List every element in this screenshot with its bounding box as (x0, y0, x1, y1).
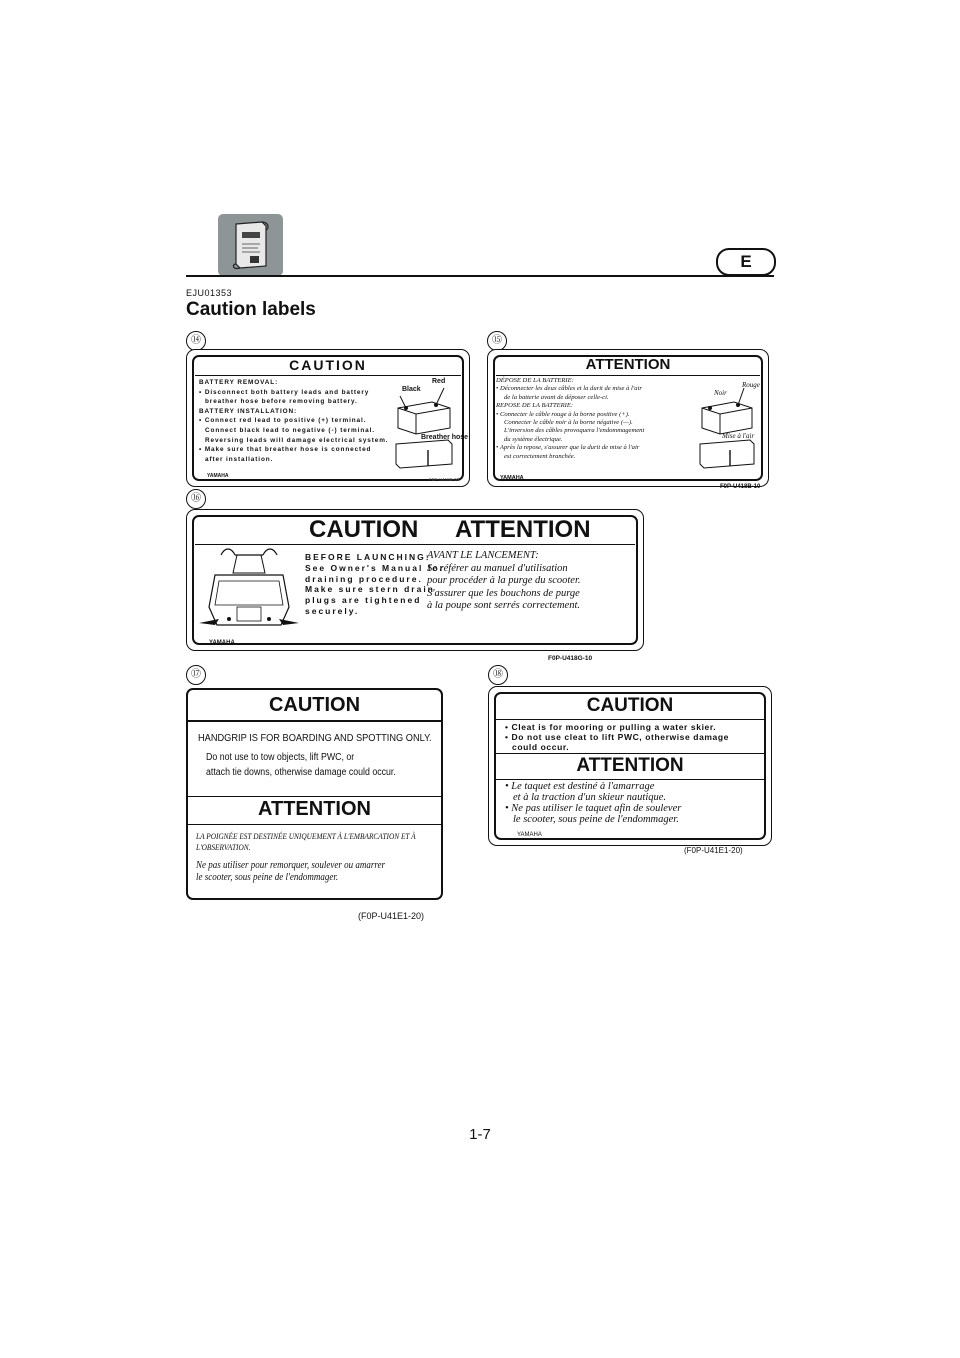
label-16-title-fr: ATTENTION (455, 516, 591, 543)
watercraft-stern-icon (197, 547, 301, 637)
label-16-brand: YAMAHA (209, 640, 235, 646)
label-17-heading-fr: LA POIGNÉE EST DESTINÉE UNIQUEMENT À L'EMBARCATION ET À L'OBSERVATION. (196, 831, 416, 852)
caution-label-16 (186, 509, 644, 651)
label-17-body-fr: Ne pas utiliser pour remorquer, soulever ou amarrer le scooter, sous peine de l'endommager. (196, 860, 385, 883)
label-16-part: F0P-U418G-10 (548, 655, 593, 662)
label-14-text: BATTERY REMOVAL: • Disconnect both battery leads and battery breather hose before removing battery. BATTERY INSTALLATION: • Connect red lead to positive (+) terminal. Connect black lead to negative (-) terminal. Reversing leads will damage electrical system. • Make sure that breather hose is connected after installation. (199, 379, 389, 463)
label-17-body-en: Do not use to tow objects, lift PWC, or attach tie downs, otherwise damage could occur. (206, 752, 396, 778)
label-14-brand: YAMAHA (207, 473, 229, 479)
label-number-17: ⑰ (186, 665, 206, 685)
label-16-text-fr: AVANT LE LANCEMENT: Se référer au manuel d'utilisation pour procéder à la purge du scooter. S'assurer que les bouchons de purge à la poupe sont serrés correctement. (427, 550, 581, 611)
label-16-title-en: CAUTION (309, 516, 419, 543)
section-badge: E (716, 248, 776, 276)
label-number-14: ⑭ (186, 331, 206, 351)
attention-label-15: ATTENTION DÉPOSE DE LA BATTERIE: • Déconnecter les deux câbles et la durit de mise à l'air de la batterie avant de déposer celle-ci. REPOSE DE LA BATTERIE: • Connecter le câble rouge à la borne positive (+). Connecter le câble noir à la borne négative (—). L'inversion des câbles provoquera l'endommagement du système électrique. • Après la repose, s'assurer que la durit de mise à l'air est correctement branchée. Rouge Noir Mise à l'air YAMAHA (487, 349, 769, 487)
label-number-18: ⑱ (488, 665, 508, 685)
label-18-title-en: CAUTION (586, 695, 674, 716)
label-number-15: ⑮ (487, 331, 507, 351)
label-15-title: ATTENTION (585, 356, 671, 373)
page-number: 1-7 (469, 1126, 491, 1143)
label-17-part: (F0P-U41E1-20) (358, 911, 425, 921)
label-15-part: F0P-U418B-10 (720, 484, 761, 490)
label-17-title-fr: ATTENTION (258, 798, 371, 820)
label-15-brand: YAMAHA (500, 475, 524, 481)
label-18-part: (F0P-U41E1-20) (684, 846, 743, 855)
label-14-title: CAUTION (289, 357, 367, 373)
label-18-text-fr: • Le taquet est destiné à l'amarrage et à la traction d'un skieur nautique. • Ne pas utiliser le taquet afin de soulever le scooter, sous peine de l'endommager. (505, 781, 682, 825)
header-rule (186, 275, 774, 277)
battery-diagram-icon (696, 380, 762, 470)
caution-label-14: CAUTION BATTERY REMOVAL: • Disconnect both battery leads and battery breather hose before removing battery. BATTERY INSTALLATION: • Connect red lead to positive (+) terminal. Connect black lead to negative (-) terminal. Reversing leads will damage electrical system. • Make sure that breather hose is connected after installation. Red Black Breather hose YAMAHA F0P-U418B-00 (186, 349, 470, 487)
label-17-title-en: CAUTION (268, 694, 361, 716)
label-15-text: DÉPOSE DE LA BATTERIE: • Déconnecter les deux câbles et la durit de mise à l'air de la batterie avant de déposer celle-ci. REPOSE DE LA BATTERIE: • Connecter le câble rouge à la borne positive (+). Connecter le câble noir à la borne négative (—). L'inversion des câbles provoquera l'endommagement du système électrique. • Après la repose, s'assurer que la durit de mise à l'air est correctement branchée. (496, 377, 645, 460)
caution-label-18 (488, 686, 772, 846)
label-number-16: ⑯ (186, 489, 206, 509)
label-16-text-en: BEFORE LAUNCHING: See Owner's Manual for draining procedure. Make sure stern drain plugs are tightened securely. (305, 552, 446, 616)
label-18-text-en: • Cleat is for mooring or pulling a water skier. • Do not use cleat to lift PWC, otherwise damage could occur. (505, 722, 729, 752)
label-17-heading-en: HANDGRIP IS FOR BOARDING AND SPOTTING ONLY. (198, 732, 432, 744)
label-18-title-fr: ATTENTION (576, 755, 684, 776)
page-title: Caution labels (186, 299, 316, 320)
doc-code: EJU01353 (186, 288, 233, 298)
caution-label-17 (186, 688, 443, 900)
manual-book-icon (218, 214, 283, 276)
label-14-part: F0P-U418B-00 (428, 477, 459, 482)
label-18-brand: YAMAHA (517, 832, 542, 838)
